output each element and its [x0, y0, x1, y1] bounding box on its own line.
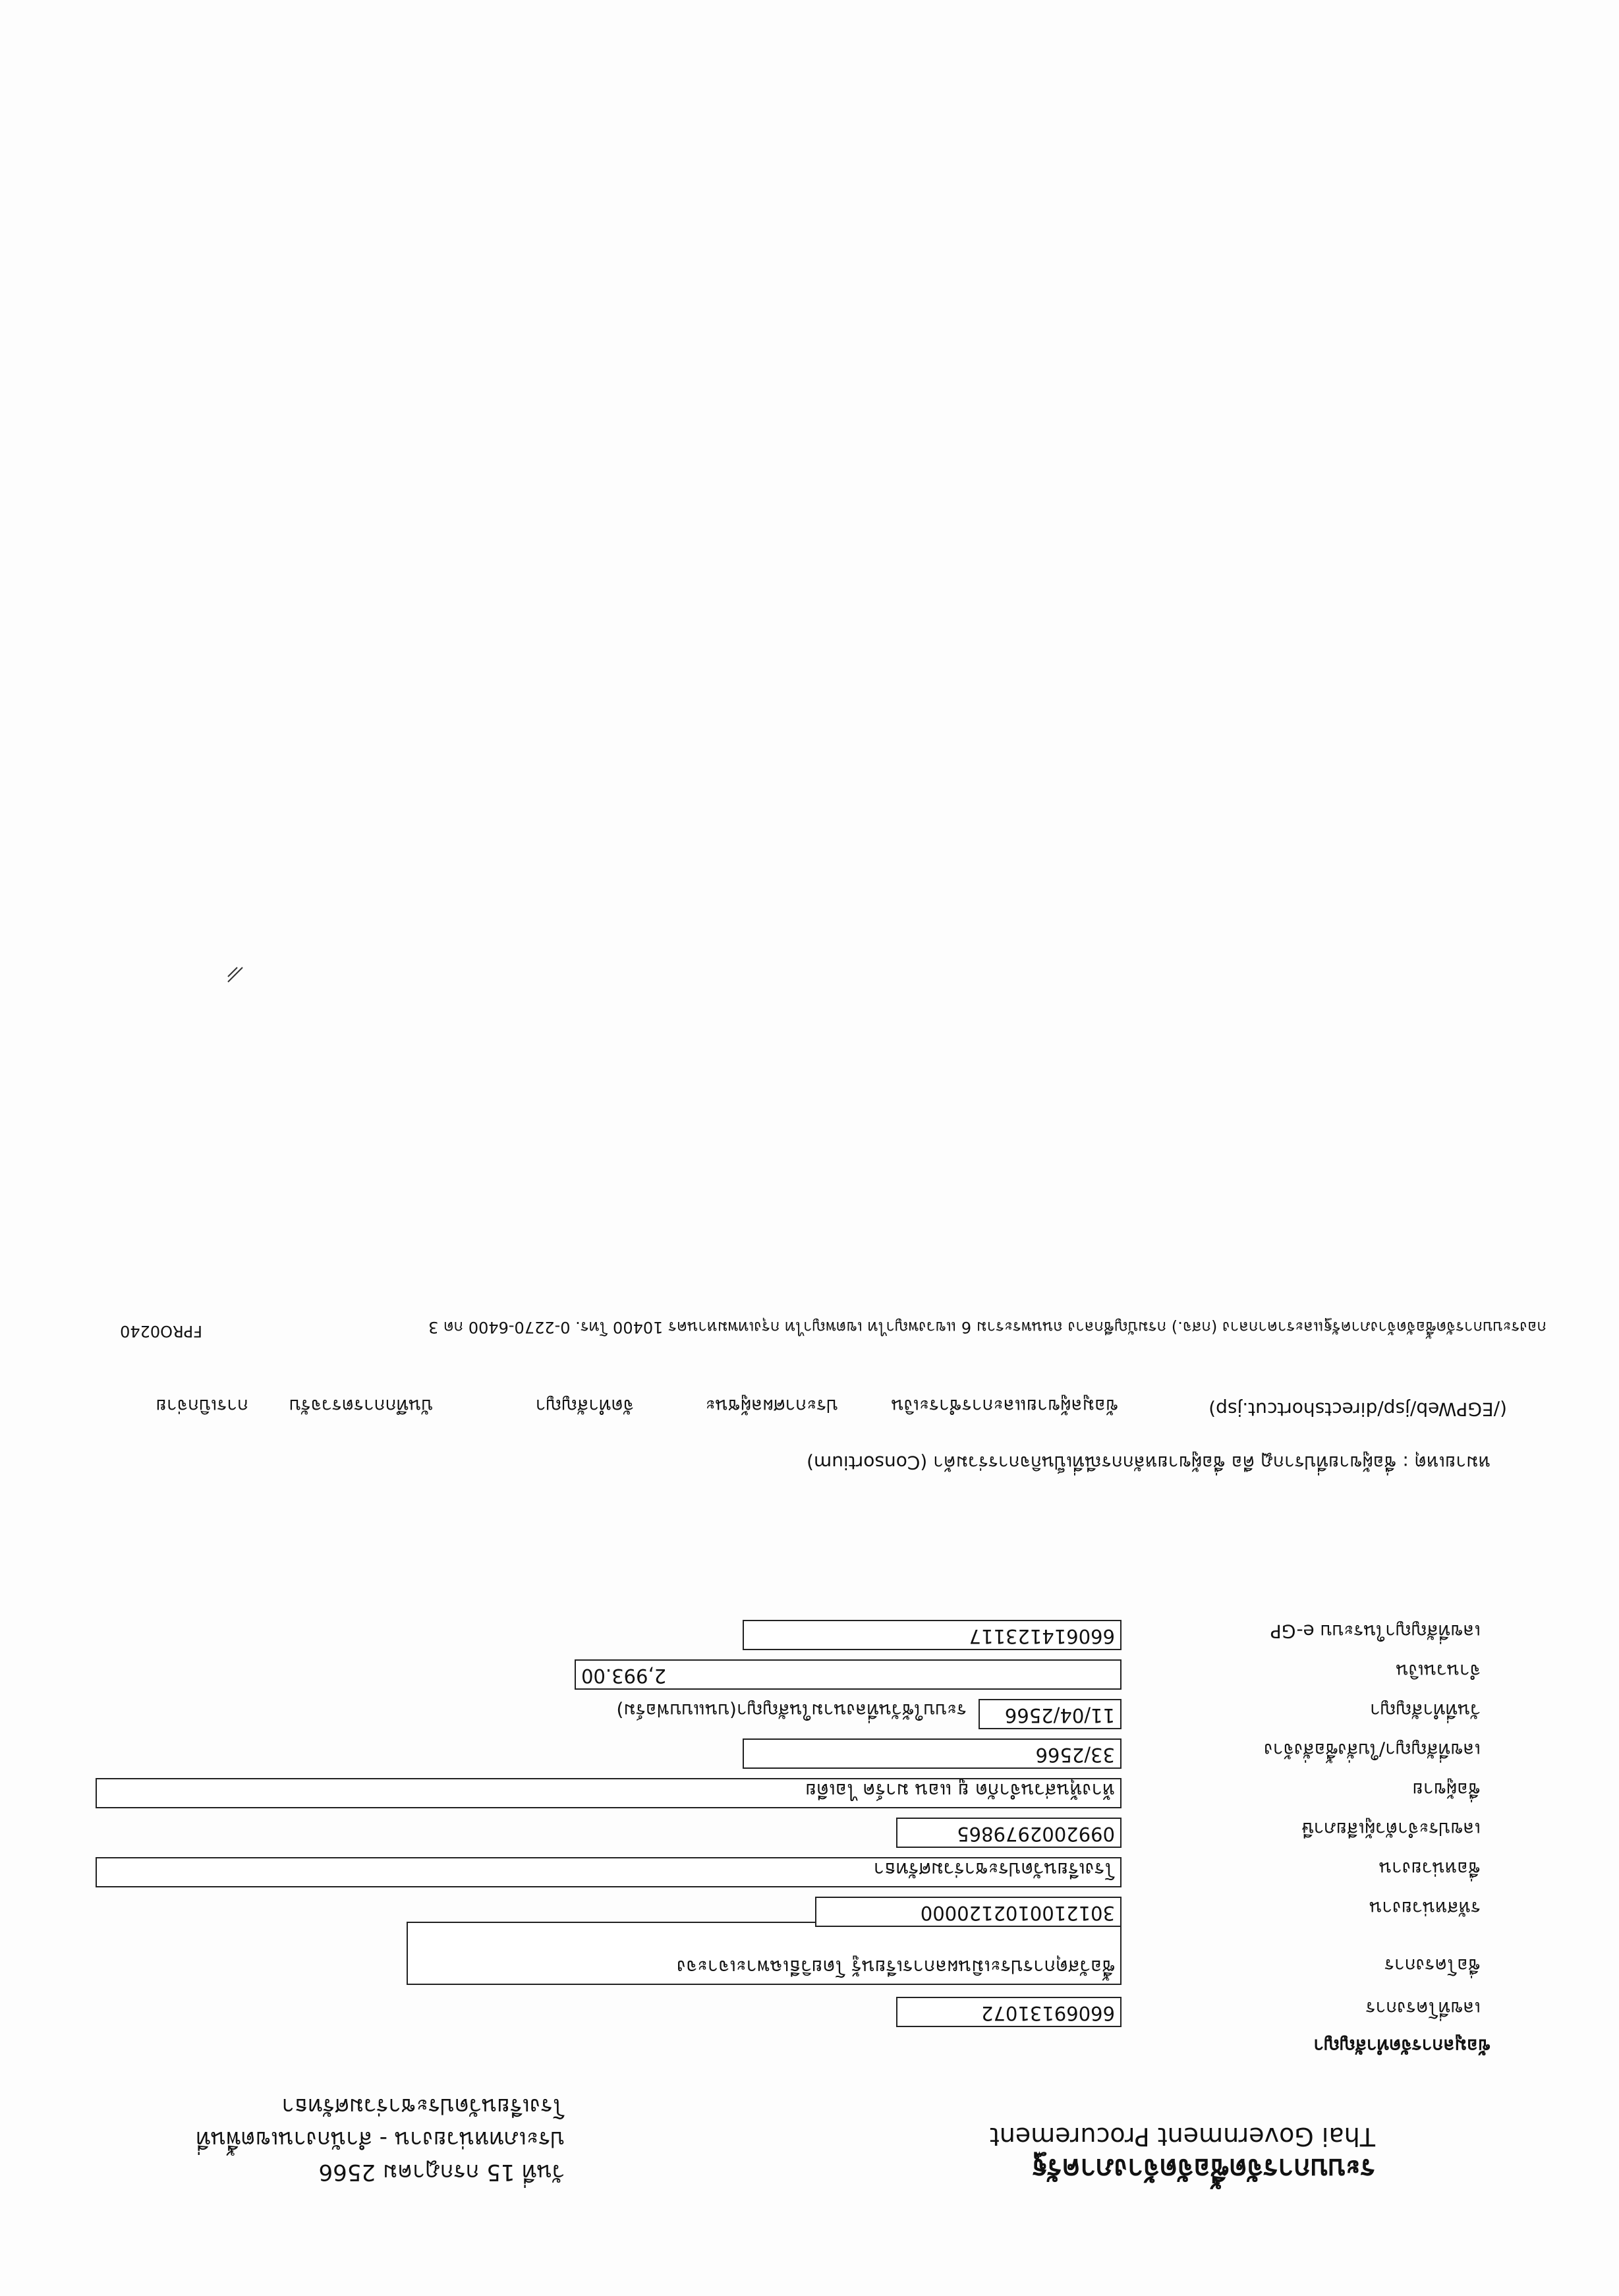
resize-grip-icon: [225, 965, 245, 985]
amount-label: จำนวนเงิน: [1396, 1660, 1481, 1682]
contract-date-field: 11/04/2566: [979, 1699, 1122, 1729]
egp-contract-number-label: เลขที่สัญญาในระบบ e-GP: [1270, 1621, 1481, 1642]
egp-contract-number-field: 660614123117: [743, 1620, 1122, 1650]
print-date: วันที่ 15 กรกฎาคม 2566: [318, 2159, 565, 2185]
contract-number-label: เลขที่สัญญา/ใบสั่งซื้อสั่งจ้าง: [1264, 1739, 1481, 1761]
contract-number-field: 33/2566: [743, 1738, 1122, 1769]
project-number-field: 66069131072: [896, 1997, 1122, 2027]
step-disbursement[interactable]: การเบิกจ่าย: [156, 1395, 248, 1417]
step-award-announcement[interactable]: ประกาศผลผู้ชนะ: [705, 1395, 838, 1417]
step-contract[interactable]: จัดทำสัญญา: [535, 1395, 634, 1417]
footer-address: กองระบบการจัดซื้อจัดจ้างภาครัฐและราคากลาง (กสจ.) กรมบัญชีกลาง ถนนพระราม 6 แขวงพญาไท เขตพญาไท กรุงเทพมหานคร 10400 โทร. 0-2270-6400 กด 3: [428, 1318, 1547, 1336]
tax-id-field: 0992002979865: [896, 1818, 1122, 1848]
step-vendor-payment[interactable]: ข้อมูลผู้ขายและการชำระเงิน: [891, 1395, 1118, 1417]
agency-name-field: โรงเรียนวัดประชาร่วมศรัทธา: [96, 1857, 1122, 1887]
contract-date-note: ระบบใช้วันที่ลงนามในสัญญา(บนแบบฟอร์ม): [616, 1700, 967, 1721]
contract-date-label: วันที่ทำสัญญา: [1369, 1700, 1481, 1721]
project-number-label: เลขที่โครงการ: [1365, 1997, 1481, 2019]
agency-name-label: ชื่อหน่วยงาน: [1378, 1858, 1481, 1880]
page-code: FPRO0240: [120, 1322, 202, 1340]
agency-code-field: 3012100102120000: [815, 1897, 1122, 1927]
system-subtitle: Thai Government Procurement: [989, 2122, 1375, 2151]
department-type: ประเภทหน่วยงาน - สำนักงานเขตพื้นที่: [196, 2126, 565, 2152]
section-title: ข้อมูลการจัดทำสัญญา: [1313, 2035, 1491, 2057]
shortcut-link[interactable]: (/EGPWeb/jsp/directshortcut.jsp): [1208, 1398, 1507, 1420]
vendor-name-field: ห้างหุ้นส่วนจำกัด ยู แอน มาร์ค ไอเดีย: [96, 1778, 1122, 1808]
vendor-name-label: ชื่อผู้ขาย: [1412, 1779, 1481, 1800]
project-name-label: ชื่อโครงการ: [1384, 1955, 1481, 1976]
tax-id-label: เลขประจำตัวผู้เสียภาษี: [1301, 1818, 1481, 1840]
school-name: โรงเรียนวัดประชาร่วมศรัทธา: [281, 2093, 565, 2119]
system-title: ระบบการจัดซื้อจัดจ้างภาครัฐ: [1031, 2153, 1375, 2185]
project-name-field: ซื้อวัสดุการประเมินผลการเรียนรู้ โดยวิธีเฉพาะเจาะจง: [407, 1922, 1122, 1985]
step-inspection[interactable]: บันทึกการตรวจรับ: [289, 1395, 433, 1417]
agency-code-label: รหัสหน่วยงาน: [1369, 1897, 1481, 1919]
consortium-note: หมายเหตุ : ชื่อผู้ขายที่ปรากฏ คือ ชื่อผู้ขายหลักกรณีที่เป็นกิจการร่วมค้า (Consortium): [807, 1452, 1491, 1474]
amount-field: 2,993.00: [575, 1659, 1122, 1690]
